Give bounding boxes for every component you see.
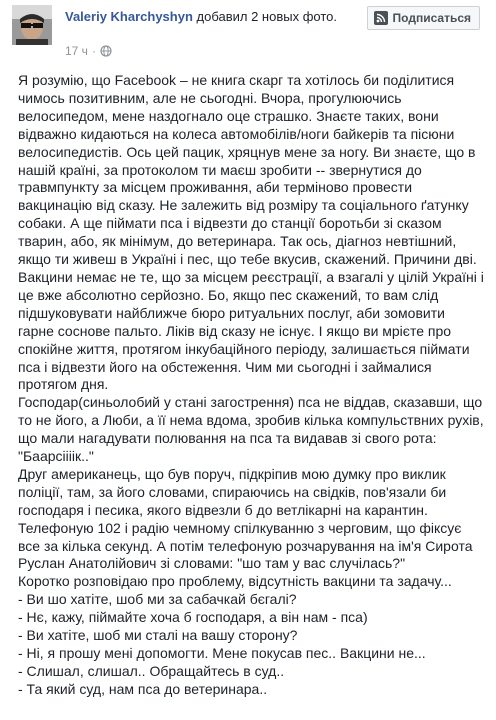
post-paragraph: Я розумію, що Facebook – не книга скарг та хотілось би поділитися чимось позитивним, але не сьогодні. Вчора, прогулюючись велосипедом, мене наздогнало оце страшко. Знаєте таких, вони відважно кидаються на колеса автомобілів/ноги байкерів та пісюни велосипедистів. Ось цей пацик, хряцнув мене за ногу. Ви знаєте, що в нашій країні, за протоколом ти маєш зробити -- звернутися до травмпункту за місцем проживання, аби терміново провести вакцинацію від сказу. Не залежить від розміру та соціального ґатунку собаки. А ще піймати пса і відвезти до станції боротьби зі сказом тварин, або, як мінімум, до ветеринара. Так ось, діагноз невтішний, якщо ти живеш в Україні і пес, що тебе вкусив, скажений. Причини дві. Вакцини немає не те, що за місцем реєстрації, а взагалі у цілій Україні і це вже абсолютно серйозно. Бо, якщо пес скажений, то вам слід підшуковувати найближче бюро ритуальних послуг, аби зомовити гарне соснове пальто. Ліків від сказу не існує. І якщо ви мрієте про спокійне життя, протягом інкубаційного періоду, залишається піймати пса і відвезти його на обстеження. Чим ми сьогодні і займалися протягом дня. (18, 72, 488, 393)
post-header (0, 0, 496, 64)
rss-icon (374, 11, 388, 25)
post-paragraph: Друг американець, що був поруч, підкріпив мою думку про виклик поліції, там, за його словами, спираючись на свідків, пов'язали би господаря і песика, якого відвезли б до ветлікарні на карантин. Телефоную 102 і радію чемному спілкуванню з черговим, що фіксує все за кілька секунд. А потім телефоную розчарування на ім'я Сирота Руслан Анатолійович зі словами: "шо там у вас случілась?" (18, 465, 477, 572)
dialogue-line: - Ні, я прошу мені допомогти. Мене покусав пес.. Вакцини не... (18, 645, 426, 661)
globe-icon[interactable] (100, 45, 112, 57)
post-text (18, 72, 488, 699)
dialogue-line: - Ви хатіте, шоб ми сталі на вашу сторону? (18, 627, 298, 644)
post-timestamp[interactable]: 17 ч (65, 44, 88, 58)
dialogue-line: - Ви шо хатіте, шоб ми за сабачкай бєгалі? (18, 591, 297, 608)
dialogue-line: - Слишал, слишал.. Обращайтесь в суд.. (18, 662, 285, 679)
post-paragraph: Коротко розповідаю про проблему, відсутність вакцини та задачу... (18, 573, 452, 590)
subscribe-label: Подписаться (392, 11, 471, 25)
avatar[interactable] (12, 5, 52, 45)
post-paragraph: Господар(синьолобий у стані загострення) пса не віддав, сказавши, що то не його, а Люби, а її нема вдома, зробив кілька компульствних рухів, що мали нагадувати полювання на пса та видавав зі свого рота: "Баарсіііік.." (18, 394, 488, 465)
dialogue-line: - Та який суд, нам пса до ветеринара.. (18, 680, 268, 697)
author-line (65, 8, 345, 25)
post-meta: 17 ч · (65, 44, 112, 58)
dialogue-line: - Нє, кажу, піймайте хоча б господаря, а він нам - пса) (18, 609, 368, 626)
post-action-text: добавил 2 новых фото. (192, 9, 337, 24)
author-name-link[interactable]: Valeriy Kharchyshyn (65, 9, 193, 24)
subscribe-button[interactable] (367, 6, 480, 30)
